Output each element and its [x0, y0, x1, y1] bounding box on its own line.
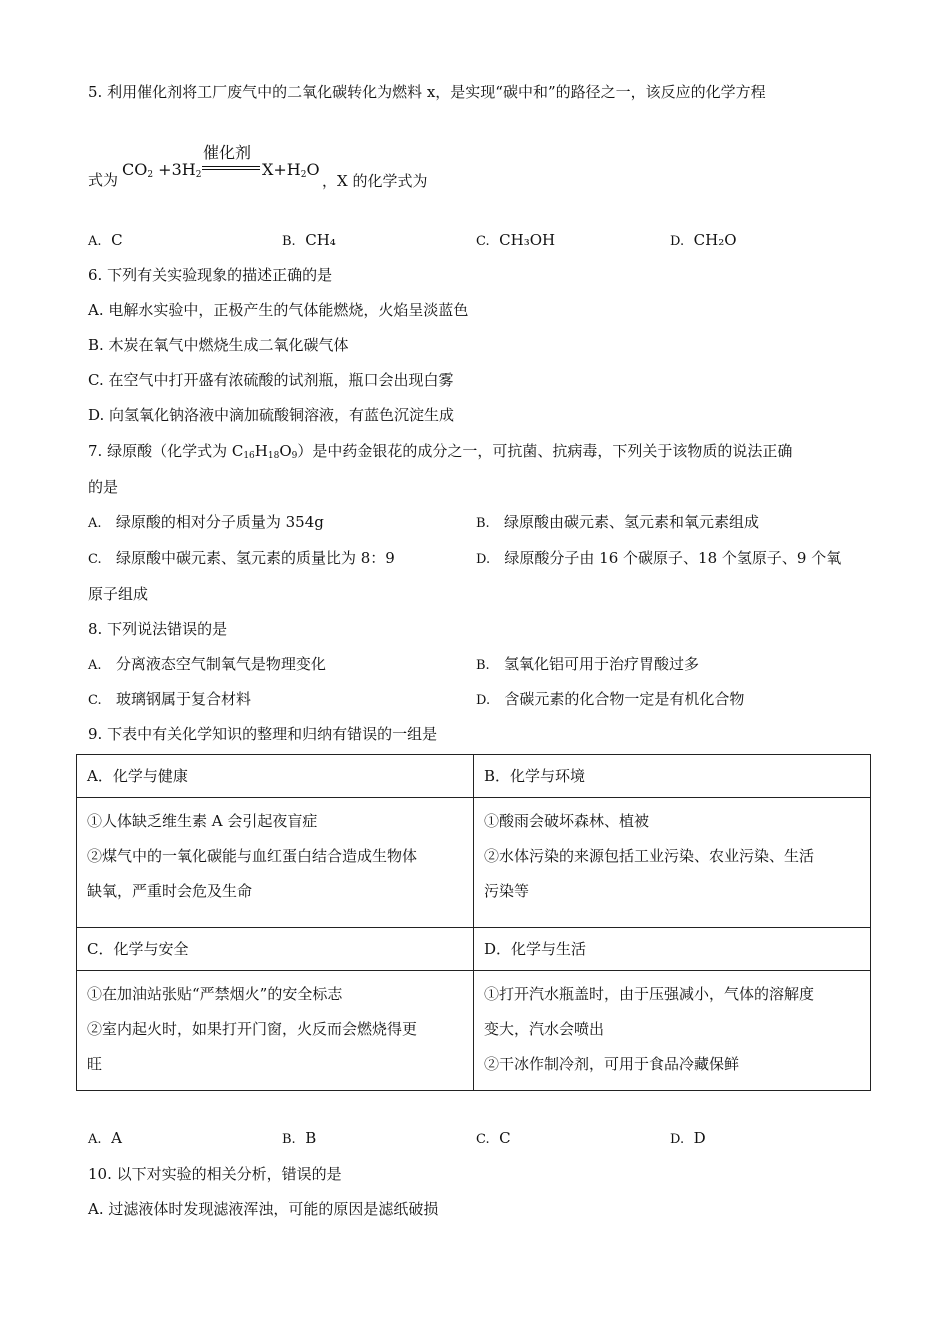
q9-option-a: A. A [88, 1129, 122, 1147]
eq-arrow-line-bottom [202, 169, 260, 170]
table-head-a: A．化学与健康 [77, 755, 474, 798]
q8-stem: 8. 下列说法错误的是 [88, 620, 228, 638]
q5-option-b: B. CH₄ [282, 231, 336, 249]
q5-option-c: C. CH₃OH [476, 231, 556, 249]
q7-stem-line2: 的是 [88, 478, 119, 496]
q6-option-c: C. 在空气中打开盛有浓硫酸的试剂瓶，瓶口会出现白雾 [88, 371, 454, 389]
q6-stem: 6. 下列有关实验现象的描述正确的是 [88, 266, 333, 284]
q9-stem: 9. 下表中有关化学知识的整理和归纳有错误的一组是 [88, 725, 438, 743]
table-cell-d: ①打开汽水瓶盖时，由于压强减小，气体的溶解度 变大，汽水会喷出 ②干冰作制冷剂，可用于食品冷藏保鲜 [474, 971, 871, 1091]
table-head-b: B．化学与环境 [474, 755, 871, 798]
eq-catalyst-label: 催化剂 [203, 143, 252, 162]
q5-stem-line1: 5. 利用催化剂将工厂废气中的二氧化碳转化为燃料 x，是实现“碳中和”的路径之一，该反应的化学方程 [88, 83, 766, 101]
eq-lhs: $CO_2 +3H_2$ [122, 160, 202, 180]
q7-option-c: C. 绿原酸中碳元素、氢元素的质量比为 8：9 [88, 549, 395, 567]
q6-option-d: D. 向氢氧化钠洛液中滴加硫酸铜溶液，有蓝色沉淀生成 [88, 406, 455, 424]
q7-option-d-cont: 原子组成 [88, 585, 149, 603]
q7-option-b: B. 绿原酸由碳元素、氢元素和氧元素组成 [476, 513, 760, 531]
q5-stem-prefix: 式为 [88, 171, 119, 189]
q5-stem-suffix: ，X 的化学式为 [322, 172, 428, 190]
q9-knowledge-table [76, 754, 871, 1091]
q10-stem: 10. 以下对实验的相关分析，错误的是 [88, 1165, 342, 1183]
q5-option-d: D. CH₂O [670, 231, 737, 249]
q7-stem-line1: 7. 绿原酸（化学式为 $C_{16}H_{18}O_9$）是中药金银花的成分之一，可抗菌、抗病毒，下列关于该物质的说法正确 [88, 442, 793, 461]
q5-chemical-equation [88, 140, 508, 190]
q5-option-a: A. C [88, 231, 123, 249]
table-head-d: D．化学与生活 [474, 928, 871, 971]
q6-option-a: A. 电解水实验中，正极产生的气体能燃烧，火焰呈淡蓝色 [88, 301, 469, 319]
table-cell-a: ①人体缺乏维生素 A 会引起夜盲症 ②煤气中的一氧化碳能与血红蛋白结合造成生物体 缺氧，严重时会危及生命 [77, 798, 474, 928]
table-head-c: C．化学与安全 [77, 928, 474, 971]
eq-arrow-line-top [202, 166, 260, 167]
q9-option-d: D. D [670, 1129, 706, 1147]
table-cell-b: ①酸雨会破坏森林、植被 ②水体污染的来源包括工业污染、农业污染、生活 污染等 [474, 798, 871, 928]
q9-option-c: C. C [476, 1129, 511, 1147]
q6-option-b: B. 木炭在氧气中燃烧生成二氧化碳气体 [88, 336, 349, 354]
q8-option-c: C. 玻璃钢属于复合材料 [88, 690, 251, 708]
q10-option-a: A. 过滤液体时发现滤液浑浊，可能的原因是滤纸破损 [88, 1200, 439, 1218]
q8-option-a: A. 分离液态空气制氧气是物理变化 [88, 655, 326, 673]
q7-option-a: A. 绿原酸的相对分子质量为 354g [88, 513, 324, 531]
eq-rhs: $X+H_2O$ [262, 160, 320, 180]
q8-option-d: D. 含碳元素的化合物一定是有机化合物 [476, 690, 745, 708]
table-cell-c: ①在加油站张贴“严禁烟火”的安全标志 ②室内起火时，如果打开门窗，火反而会燃烧得更 旺 [77, 971, 474, 1091]
q8-option-b: B. 氢氧化铝可用于治疗胃酸过多 [476, 655, 700, 673]
q7-option-d: D. 绿原酸分子由 16 个碳原子、18 个氢原子、9 个氧 [476, 549, 842, 567]
q9-option-b: B. B [282, 1129, 317, 1147]
